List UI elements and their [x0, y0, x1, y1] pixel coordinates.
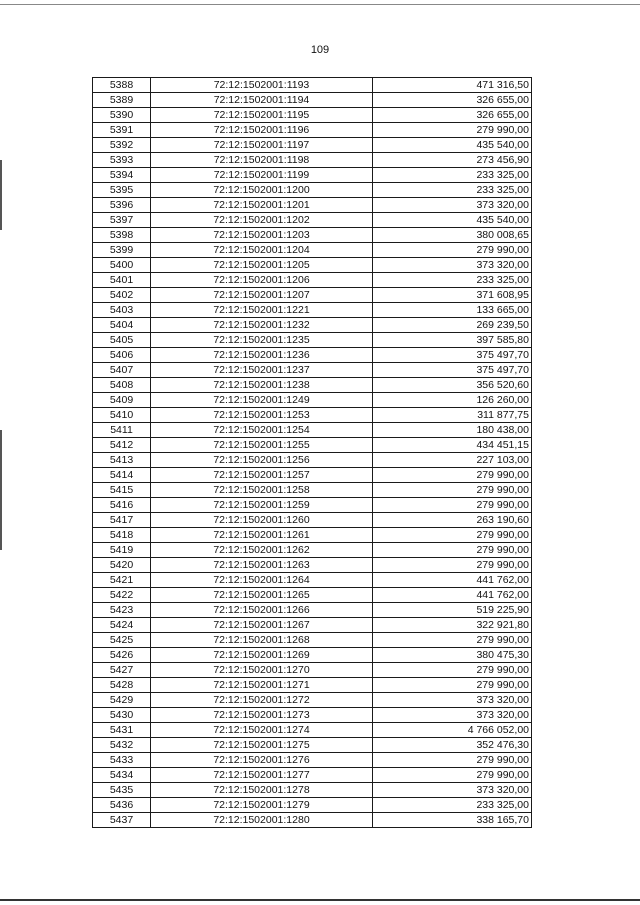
table-row	[93, 78, 532, 93]
row-number-cell: 5404	[93, 318, 151, 333]
row-number-cell: 5401	[93, 273, 151, 288]
value-cell: 233 325,00	[373, 168, 532, 183]
cadastral-number-cell: 72:12:1502001:1253	[151, 408, 373, 423]
cadastral-number-cell: 72:12:1502001:1265	[151, 588, 373, 603]
cadastral-number-cell: 72:12:1502001:1266	[151, 603, 373, 618]
row-number-cell: 5426	[93, 648, 151, 663]
cadastral-number-cell: 72:12:1502001:1206	[151, 273, 373, 288]
value-cell: 380 008,65	[373, 228, 532, 243]
cadastral-number-cell: 72:12:1502001:1205	[151, 258, 373, 273]
table-row	[93, 513, 532, 528]
row-number-cell: 5419	[93, 543, 151, 558]
registry-table	[92, 77, 532, 828]
row-number-cell: 5403	[93, 303, 151, 318]
cadastral-number-cell: 72:12:1502001:1264	[151, 573, 373, 588]
row-number-cell: 5398	[93, 228, 151, 243]
cadastral-number-cell: 72:12:1502001:1194	[151, 93, 373, 108]
table-row	[93, 408, 532, 423]
table-row	[93, 363, 532, 378]
row-number-cell: 5435	[93, 783, 151, 798]
value-cell: 233 325,00	[373, 798, 532, 813]
table-row	[93, 468, 532, 483]
row-number-cell: 5409	[93, 393, 151, 408]
row-number-cell: 5391	[93, 123, 151, 138]
table-row	[93, 738, 532, 753]
row-number-cell: 5425	[93, 633, 151, 648]
row-number-cell: 5411	[93, 423, 151, 438]
value-cell: 279 990,00	[373, 633, 532, 648]
table-row	[93, 213, 532, 228]
row-number-cell: 5427	[93, 663, 151, 678]
table-row	[93, 528, 532, 543]
row-number-cell: 5405	[93, 333, 151, 348]
value-cell: 435 540,00	[373, 213, 532, 228]
cadastral-number-cell: 72:12:1502001:1232	[151, 318, 373, 333]
row-number-cell: 5417	[93, 513, 151, 528]
table-row	[93, 228, 532, 243]
table-row	[93, 768, 532, 783]
cadastral-number-cell: 72:12:1502001:1269	[151, 648, 373, 663]
cadastral-number-cell: 72:12:1502001:1272	[151, 693, 373, 708]
value-cell: 279 990,00	[373, 678, 532, 693]
cadastral-number-cell: 72:12:1502001:1197	[151, 138, 373, 153]
cadastral-number-cell: 72:12:1502001:1235	[151, 333, 373, 348]
cadastral-number-cell: 72:12:1502001:1255	[151, 438, 373, 453]
value-cell: 279 990,00	[373, 123, 532, 138]
row-number-cell: 5389	[93, 93, 151, 108]
value-cell: 397 585,80	[373, 333, 532, 348]
cadastral-number-cell: 72:12:1502001:1249	[151, 393, 373, 408]
table-row	[93, 678, 532, 693]
row-number-cell: 5407	[93, 363, 151, 378]
row-number-cell: 5406	[93, 348, 151, 363]
value-cell: 322 921,80	[373, 618, 532, 633]
cadastral-number-cell: 72:12:1502001:1278	[151, 783, 373, 798]
table-row	[93, 813, 532, 828]
table-row	[93, 348, 532, 363]
row-number-cell: 5422	[93, 588, 151, 603]
cadastral-number-cell: 72:12:1502001:1273	[151, 708, 373, 723]
value-cell: 326 655,00	[373, 108, 532, 123]
table-row	[93, 558, 532, 573]
value-cell: 338 165,70	[373, 813, 532, 828]
cadastral-number-cell: 72:12:1502001:1262	[151, 543, 373, 558]
cadastral-number-cell: 72:12:1502001:1274	[151, 723, 373, 738]
table-row	[93, 393, 532, 408]
table-row	[93, 438, 532, 453]
row-number-cell: 5395	[93, 183, 151, 198]
cadastral-number-cell: 72:12:1502001:1207	[151, 288, 373, 303]
table-row	[93, 603, 532, 618]
left-scan-mark	[0, 160, 2, 230]
table-row	[93, 423, 532, 438]
row-number-cell: 5431	[93, 723, 151, 738]
value-cell: 375 497,70	[373, 348, 532, 363]
table-row	[93, 333, 532, 348]
value-cell: 126 260,00	[373, 393, 532, 408]
table-row	[93, 543, 532, 558]
cadastral-number-cell: 72:12:1502001:1254	[151, 423, 373, 438]
row-number-cell: 5390	[93, 108, 151, 123]
table-row	[93, 258, 532, 273]
cadastral-number-cell: 72:12:1502001:1198	[151, 153, 373, 168]
value-cell: 279 990,00	[373, 498, 532, 513]
cadastral-number-cell: 72:12:1502001:1275	[151, 738, 373, 753]
row-number-cell: 5433	[93, 753, 151, 768]
row-number-cell: 5399	[93, 243, 151, 258]
row-number-cell: 5415	[93, 483, 151, 498]
row-number-cell: 5400	[93, 258, 151, 273]
table-row	[93, 93, 532, 108]
cadastral-number-cell: 72:12:1502001:1257	[151, 468, 373, 483]
cadastral-number-cell: 72:12:1502001:1259	[151, 498, 373, 513]
table-row	[93, 318, 532, 333]
table-row	[93, 663, 532, 678]
cadastral-number-cell: 72:12:1502001:1238	[151, 378, 373, 393]
cadastral-number-cell: 72:12:1502001:1263	[151, 558, 373, 573]
cadastral-number-cell: 72:12:1502001:1195	[151, 108, 373, 123]
value-cell: 273 456,90	[373, 153, 532, 168]
value-cell: 133 665,00	[373, 303, 532, 318]
row-number-cell: 5420	[93, 558, 151, 573]
cadastral-number-cell: 72:12:1502001:1202	[151, 213, 373, 228]
table-row	[93, 198, 532, 213]
cadastral-number-cell: 72:12:1502001:1270	[151, 663, 373, 678]
cadastral-number-cell: 72:12:1502001:1203	[151, 228, 373, 243]
table-row	[93, 633, 532, 648]
cadastral-number-cell: 72:12:1502001:1267	[151, 618, 373, 633]
value-cell: 233 325,00	[373, 183, 532, 198]
bottom-scan-edge	[0, 899, 640, 901]
cadastral-number-cell: 72:12:1502001:1261	[151, 528, 373, 543]
table-row	[93, 288, 532, 303]
row-number-cell: 5416	[93, 498, 151, 513]
table-row	[93, 168, 532, 183]
value-cell: 279 990,00	[373, 663, 532, 678]
value-cell: 434 451,15	[373, 438, 532, 453]
row-number-cell: 5432	[93, 738, 151, 753]
table-row	[93, 573, 532, 588]
row-number-cell: 5428	[93, 678, 151, 693]
cadastral-number-cell: 72:12:1502001:1200	[151, 183, 373, 198]
value-cell: 373 320,00	[373, 708, 532, 723]
table-row	[93, 108, 532, 123]
value-cell: 227 103,00	[373, 453, 532, 468]
table-row	[93, 723, 532, 738]
left-scan-mark	[0, 430, 2, 550]
row-number-cell: 5424	[93, 618, 151, 633]
value-cell: 373 320,00	[373, 258, 532, 273]
value-cell: 471 316,50	[373, 78, 532, 93]
value-cell: 279 990,00	[373, 528, 532, 543]
value-cell: 373 320,00	[373, 198, 532, 213]
value-cell: 263 190,60	[373, 513, 532, 528]
value-cell: 441 762,00	[373, 573, 532, 588]
row-number-cell: 5413	[93, 453, 151, 468]
cadastral-number-cell: 72:12:1502001:1268	[151, 633, 373, 648]
cadastral-number-cell: 72:12:1502001:1277	[151, 768, 373, 783]
row-number-cell: 5421	[93, 573, 151, 588]
row-number-cell: 5394	[93, 168, 151, 183]
value-cell: 519 225,90	[373, 603, 532, 618]
row-number-cell: 5397	[93, 213, 151, 228]
table-row	[93, 708, 532, 723]
row-number-cell: 5392	[93, 138, 151, 153]
cadastral-number-cell: 72:12:1502001:1256	[151, 453, 373, 468]
table-row	[93, 483, 532, 498]
table-row	[93, 618, 532, 633]
table-row	[93, 783, 532, 798]
value-cell: 279 990,00	[373, 483, 532, 498]
table-row	[93, 798, 532, 813]
row-number-cell: 5388	[93, 78, 151, 93]
value-cell: 375 497,70	[373, 363, 532, 378]
value-cell: 356 520,60	[373, 378, 532, 393]
top-scan-edge	[0, 4, 640, 5]
table-row	[93, 753, 532, 768]
cadastral-number-cell: 72:12:1502001:1271	[151, 678, 373, 693]
table-row	[93, 153, 532, 168]
value-cell: 279 990,00	[373, 243, 532, 258]
table-row	[93, 693, 532, 708]
cadastral-number-cell: 72:12:1502001:1260	[151, 513, 373, 528]
value-cell: 373 320,00	[373, 783, 532, 798]
row-number-cell: 5408	[93, 378, 151, 393]
value-cell: 279 990,00	[373, 468, 532, 483]
table-row	[93, 273, 532, 288]
table-row	[93, 183, 532, 198]
row-number-cell: 5436	[93, 798, 151, 813]
cadastral-number-cell: 72:12:1502001:1204	[151, 243, 373, 258]
cadastral-number-cell: 72:12:1502001:1280	[151, 813, 373, 828]
value-cell: 279 990,00	[373, 768, 532, 783]
row-number-cell: 5402	[93, 288, 151, 303]
value-cell: 441 762,00	[373, 588, 532, 603]
value-cell: 352 476,30	[373, 738, 532, 753]
table-row	[93, 378, 532, 393]
row-number-cell: 5412	[93, 438, 151, 453]
table-row	[93, 648, 532, 663]
row-number-cell: 5429	[93, 693, 151, 708]
value-cell: 311 877,75	[373, 408, 532, 423]
value-cell: 269 239,50	[373, 318, 532, 333]
row-number-cell: 5437	[93, 813, 151, 828]
page-number: 109	[310, 44, 330, 56]
row-number-cell: 5423	[93, 603, 151, 618]
table-row	[93, 303, 532, 318]
row-number-cell: 5430	[93, 708, 151, 723]
cadastral-number-cell: 72:12:1502001:1258	[151, 483, 373, 498]
table-row	[93, 123, 532, 138]
cadastral-number-cell: 72:12:1502001:1196	[151, 123, 373, 138]
value-cell: 435 540,00	[373, 138, 532, 153]
row-number-cell: 5393	[93, 153, 151, 168]
table-row	[93, 498, 532, 513]
value-cell: 279 990,00	[373, 558, 532, 573]
row-number-cell: 5410	[93, 408, 151, 423]
cadastral-number-cell: 72:12:1502001:1279	[151, 798, 373, 813]
row-number-cell: 5418	[93, 528, 151, 543]
value-cell: 279 990,00	[373, 543, 532, 558]
value-cell: 371 608,95	[373, 288, 532, 303]
row-number-cell: 5414	[93, 468, 151, 483]
value-cell: 380 475,30	[373, 648, 532, 663]
value-cell: 180 438,00	[373, 423, 532, 438]
value-cell: 373 320,00	[373, 693, 532, 708]
table-row	[93, 138, 532, 153]
cadastral-number-cell: 72:12:1502001:1276	[151, 753, 373, 768]
value-cell: 4 766 052,00	[373, 723, 532, 738]
value-cell: 326 655,00	[373, 93, 532, 108]
cadastral-number-cell: 72:12:1502001:1201	[151, 198, 373, 213]
table-row	[93, 588, 532, 603]
value-cell: 279 990,00	[373, 753, 532, 768]
row-number-cell: 5396	[93, 198, 151, 213]
cadastral-number-cell: 72:12:1502001:1193	[151, 78, 373, 93]
table-row	[93, 453, 532, 468]
value-cell: 233 325,00	[373, 273, 532, 288]
cadastral-number-cell: 72:12:1502001:1236	[151, 348, 373, 363]
row-number-cell: 5434	[93, 768, 151, 783]
table-row	[93, 243, 532, 258]
cadastral-number-cell: 72:12:1502001:1221	[151, 303, 373, 318]
cadastral-number-cell: 72:12:1502001:1237	[151, 363, 373, 378]
cadastral-number-cell: 72:12:1502001:1199	[151, 168, 373, 183]
registry-table-body	[93, 78, 532, 828]
